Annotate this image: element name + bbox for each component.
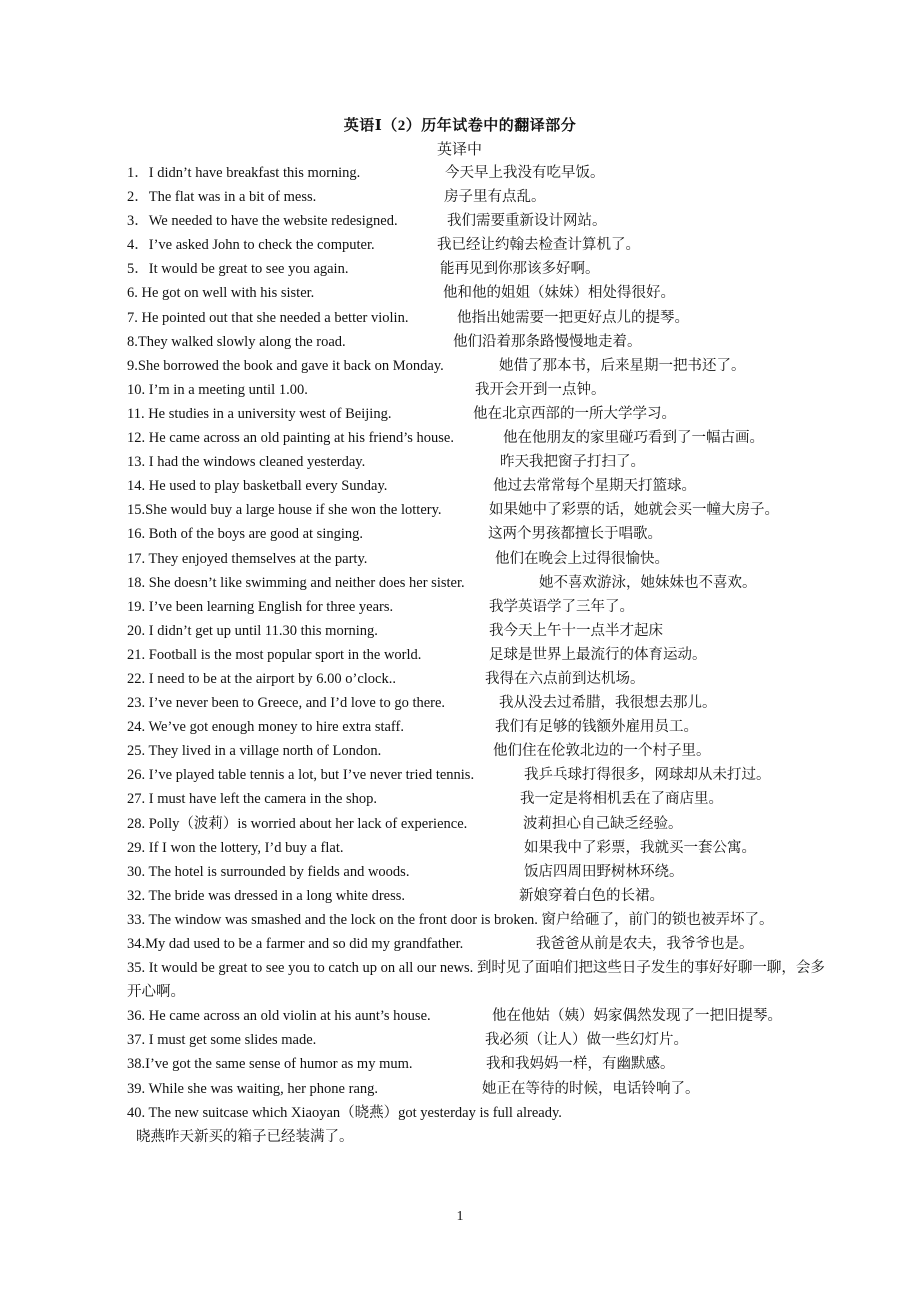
list-item — [127, 1004, 827, 1028]
list-item — [127, 281, 827, 305]
english-sentence: 8.They walked slowly along the road. — [127, 333, 346, 350]
english-sentence: 29. If I won the lottery, I’d buy a flat. — [127, 839, 344, 856]
chinese-translation: 我爸爸从前是农夫，我爷爷也是。 — [536, 936, 754, 952]
english-sentence: 4．I’ve asked John to check the computer. — [127, 237, 375, 254]
english-sentence: 33. The window was smashed and the lock on the front door is broken. — [127, 911, 538, 928]
english-sentence: 19. I’ve been learning English for three years. — [127, 598, 394, 615]
list-item — [127, 450, 827, 474]
list-item — [127, 619, 827, 643]
english-sentence: 15.She would buy a large house if she won the lottery. — [127, 502, 442, 519]
chinese-translation: 新娘穿着白色的长裙。 — [519, 887, 664, 904]
english-sentence: 28. Polly（波莉）is worried about her lack of experience. — [127, 815, 468, 832]
list-item — [127, 161, 827, 185]
english-sentence: 27. I must have left the camera in the shop. — [127, 791, 378, 808]
list-item — [127, 185, 827, 209]
chinese-translation: 我们有足够的钱额外雇用员工。 — [495, 719, 698, 736]
list-item — [127, 860, 827, 884]
list-item — [127, 306, 827, 330]
chinese-translation: 他们住在伦敦北边的一个村子里。 — [493, 743, 711, 760]
english-sentence: 9.She borrowed the book and gave it back on Monday. — [127, 357, 444, 374]
list-item — [127, 547, 827, 571]
chinese-translation: 她正在等待的时候，电话铃响了。 — [482, 1080, 700, 1097]
list-item — [127, 787, 827, 811]
english-sentence: 6. He got on well with his sister. — [127, 285, 315, 302]
chinese-translation: 他们在晚会上过得很愉快。 — [495, 550, 669, 567]
english-sentence: 22. I need to be at the airport by 6.00 o’clock.. — [127, 670, 396, 687]
list-item — [127, 1028, 827, 1052]
chinese-translation: 他和他的姐姐（妹妹）相处得很好。 — [443, 285, 675, 302]
chinese-translation: 我得在六点前到达机场。 — [485, 670, 645, 687]
chinese-translation: 他们沿着那条路慢慢地走着。 — [453, 333, 642, 350]
list-item — [127, 233, 827, 257]
chinese-translation: 波莉担心自己缺乏经验。 — [523, 815, 683, 832]
chinese-translation: 今天早上我没有吃早饭。 — [445, 165, 605, 181]
english-sentence: 10. I’m in a meeting until 1.00. — [127, 381, 308, 398]
chinese-translation: 如果我中了彩票，我就买一套公寓。 — [524, 839, 756, 856]
chinese-translation: 他在他姑（姨）妈家偶然发现了一把旧提琴。 — [492, 1008, 782, 1025]
english-sentence: 17. They enjoyed themselves at the party. — [127, 550, 368, 567]
list-item — [127, 257, 827, 281]
list-item — [127, 836, 827, 860]
english-sentence: 32. The bride was dressed in a long white dress. — [127, 887, 405, 904]
chinese-translation: 他在北京西部的一所大学学习。 — [473, 405, 676, 422]
english-sentence: 37. I must get some slides made. — [127, 1032, 317, 1049]
list-item — [127, 739, 827, 763]
english-sentence: 12. He came across an old painting at his friend’s house. — [127, 430, 454, 447]
chinese-translation: 晓燕昨天新买的箱子已经装满了。 — [136, 1128, 354, 1145]
chinese-translation: 我乒乓球打得很多，网球却从未打过。 — [524, 767, 771, 784]
english-sentence: 23. I’ve never been to Greece, and I’d love to go there. — [127, 695, 446, 712]
english-sentence: 20. I didn’t get up until 11.30 this morning. — [127, 622, 378, 639]
chinese-translation: 我必须（让人）做一些幻灯片。 — [485, 1032, 688, 1049]
english-sentence: 39. While she was waiting, her phone rang. — [127, 1080, 379, 1097]
list-item — [127, 378, 827, 402]
translation-list — [127, 161, 827, 1149]
english-sentence: 36. He came across an old violin at his aunt’s house. — [127, 1008, 431, 1025]
list-item — [127, 763, 827, 787]
list-item — [127, 932, 827, 956]
list-item — [127, 884, 827, 908]
list-item — [127, 426, 827, 450]
chinese-translation: 饭店四周田野树林环绕。 — [524, 863, 684, 880]
chinese-translation: 昨天我把窗子打扫了。 — [500, 454, 645, 471]
page-title: 英语Ⅰ（2）历年试卷中的翻译部分 — [343, 118, 577, 134]
english-sentence: 18. She doesn’t like swimming and neither does her sister. — [127, 574, 465, 591]
list-item — [127, 691, 827, 715]
chinese-translation: 我学英语学了三年了。 — [489, 598, 634, 615]
list-item — [127, 956, 827, 1004]
english-sentence: 38.I’ve got the same sense of humor as my mum. — [127, 1056, 413, 1073]
chinese-translation: 窗户给砸了，前门的锁也被弄坏了。 — [541, 911, 774, 928]
list-item — [127, 330, 827, 354]
list-item — [127, 1101, 827, 1149]
english-sentence: 5．It would be great to see you again. — [127, 261, 349, 278]
english-sentence: 11. He studies in a university west of Beijing. — [127, 405, 392, 422]
list-item — [127, 908, 827, 932]
chinese-translation: 他过去常常每个星期天打篮球。 — [493, 478, 696, 495]
list-item — [127, 1077, 827, 1101]
list-item — [127, 354, 827, 378]
english-sentence: 40. The new suitcase which Xiaoyan（晓燕）got yesterday is full already. — [127, 1104, 562, 1121]
page-number: 1 — [456, 1209, 464, 1224]
english-sentence: 25. They lived in a village north of London. — [127, 743, 382, 760]
english-sentence: 2．The flat was in a bit of mess. — [127, 189, 317, 206]
chinese-translation: 我今天上午十一点半才起床 — [489, 622, 663, 639]
chinese-translation: 他指出她需要一把更好点儿的提琴。 — [457, 309, 689, 326]
list-item — [127, 667, 827, 691]
english-sentence: 21. Football is the most popular sport in the world. — [127, 646, 422, 663]
chinese-translation: 足球是世界上最流行的体育运动。 — [489, 646, 707, 663]
english-sentence: 30. The hotel is surrounded by fields and woods. — [127, 863, 410, 880]
list-item — [127, 474, 827, 498]
english-sentence: 14. He used to play basketball every Sunday. — [127, 478, 388, 495]
chinese-translation: 她借了那本书，后来星期一把书还了。 — [499, 357, 746, 374]
chinese-translation: 这两个男孩都擅长于唱歌。 — [488, 526, 662, 543]
list-item — [127, 402, 827, 426]
english-sentence: 13. I had the windows cleaned yesterday. — [127, 454, 366, 471]
list-item — [127, 571, 827, 595]
english-sentence: 7. He pointed out that she needed a better violin. — [127, 309, 409, 326]
english-sentence: 24. We’ve got enough money to hire extra staff. — [127, 719, 404, 736]
chinese-translation: 我从没去过希腊，我很想去那儿。 — [499, 695, 717, 712]
chinese-translation: 我们需要重新设计网站。 — [447, 213, 607, 230]
list-item — [127, 715, 827, 739]
english-sentence: 35. It would be great to see you to catch up on all our news. — [127, 960, 474, 977]
english-sentence: 3．We needed to have the website redesigned. — [127, 213, 398, 230]
chinese-translation: 我已经让约翰去检查计算机了。 — [437, 237, 640, 254]
chinese-translation: 到时见了面咱们把这些日子发生的事好好聊一聊，会多开心啊。 — [127, 960, 825, 1001]
list-item — [127, 209, 827, 233]
section-subtitle: 英译中 — [437, 142, 483, 158]
english-sentence: 16. Both of the boys are good at singing. — [127, 526, 364, 543]
chinese-translation: 我和我妈妈一样，有幽默感。 — [486, 1056, 675, 1073]
list-item — [127, 498, 827, 522]
chinese-translation: 她不喜欢游泳，她妹妹也不喜欢。 — [539, 574, 757, 591]
english-sentence: 1．I didn’t have breakfast this morning. — [127, 165, 361, 181]
chinese-translation: 如果她中了彩票的话，她就会买一幢大房子。 — [489, 502, 779, 519]
chinese-translation: 能再见到你那该多好啊。 — [440, 261, 600, 278]
list-item — [127, 522, 827, 546]
english-sentence: 26. I’ve played table tennis a lot, but I’ve never tried tennis. — [127, 767, 475, 784]
chinese-translation: 他在他朋友的家里碰巧看到了一幅古画。 — [503, 430, 764, 447]
english-sentence: 34.My dad used to be a farmer and so did my grandfather. — [127, 936, 464, 952]
chinese-translation: 我开会开到一点钟。 — [475, 381, 606, 398]
chinese-translation: 我一定是将相机丢在了商店里。 — [520, 791, 723, 808]
chinese-translation: 房子里有点乱。 — [444, 189, 546, 206]
list-item — [127, 595, 827, 619]
list-item — [127, 812, 827, 836]
list-item — [127, 1052, 827, 1076]
list-item — [127, 643, 827, 667]
